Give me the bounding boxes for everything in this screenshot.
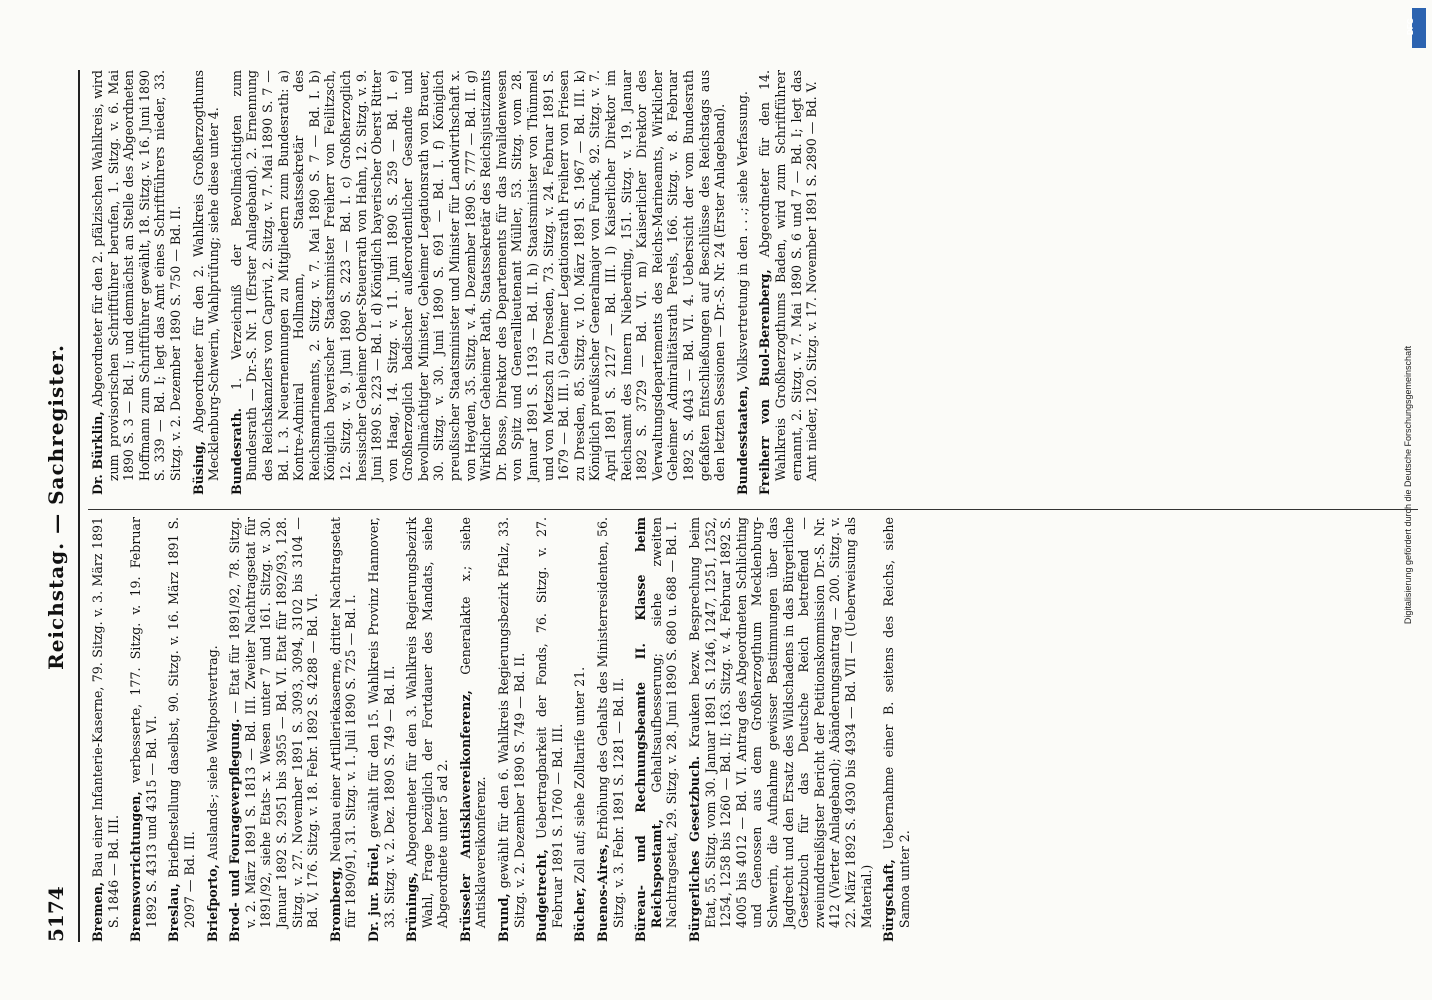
register-entry — [458, 517, 489, 942]
entry-text: Krauken bezw. Besprechung beim Etat, 55. Sitzg. vom 30. Januar 1891 S. 1246, 1247, 1251, 1252, 1254, 1258 bis 1260 — Bd. II; 163. Sitzg. v. 4. Februar 1892 S. 4005 bis 4012 — Bd. VI. Antrag des Abgeordneten Schlichting und Genossen aus dem Großherzogthum Mecklenburg-Schwerin, die Aufnahme gewisser Bestimmungen über das Jagdrecht und den Ersatz des Wildschadens in das Bürgerliche Gesetzbuch für das Deutsche Reich betreffend — zweiunddreißigster Bericht der Petitionskommission Dr.-S. Nr. 412 (Vierter Anlageband); Abänderungsantrag — 200. Sitzg. v. 22. März 1892 S. 4930 bis 4934 — Bd. VII — (Ueberweisung als Material.) — [687, 517, 874, 929]
entry-text: verbesserte, 177. Sitzg. v. 19. Februar 1892 S. 4313 und 4315 — Bd. VI. — [128, 517, 159, 929]
register-entry — [881, 517, 912, 942]
entry-text: Generalakte x.; siehe Antisklavereikonferenz. — [457, 517, 489, 929]
entry-text: Abgeordneter für den 3. Wahlkreis Regierungsbezirk Wahl, Frage bezüglich der Fortdauer des Mandats, siehe Abgeordnete unter 5 ad 2. — [404, 517, 451, 929]
running-title: Reichstag. — Sachregister. — [44, 344, 68, 670]
entry-heading: Brod- und Fourageverpflegung. — [227, 718, 243, 942]
header-rule — [78, 70, 80, 942]
left-column — [90, 517, 1420, 942]
entry-text: Briefbestellung daselbst, 90. Sitzg. v. 16. März 1891 S. 2097 — Bd. III. — [166, 517, 197, 929]
register-entry — [166, 517, 197, 942]
entry-text: Abgeordneter für den 14. Wahlkreis Großherzogthums Baden, wird zum Schriftführer ernannt, 2. Sitzg. v. 7. Mai 1890 S. 6 und 7 — Bd. I; legt das Amt nieder, 120. Sitzg. v. 17. November 1891 S. 2890 — Bd. V. — [757, 70, 820, 482]
register-entry — [404, 517, 451, 942]
entry-heading: Dr. Bürklin, — [90, 411, 105, 495]
entry-heading: Bremsvorrichtungen, — [128, 791, 144, 942]
entry-text: Abgeordneter für den 2. Wahlkreis Großherzogthums Mecklenburg-Schwerin, Wahlprüfung; siehe diese unter 4. — [190, 70, 222, 482]
entry-heading: Bundesrath. — [228, 407, 244, 495]
entry-heading: Büsing, — [190, 440, 206, 495]
entry-text: — Etat für 1891/92, 78. Sitzg. v. 2. März 1891 S. 1813 — Bd. III. Zweiter Nachtragsetat für 1891/92, siehe Etats- x. Wesen unter 7 und 161. Sitzg. v. 30. Januar 1892 S. 2951 bis 3955 — Bd. VI. Etat für 1892/93, 128. Sitzg. v. 27. November 1891 S. 3093, 3094, 3102 bis 3104 — Bd. V, 176. Sitzg. v. 18. Febr. 1892 S. 4288 — Bd. VI. — [227, 517, 321, 929]
page-number: 5174 — [44, 886, 68, 942]
register-entry — [191, 70, 222, 495]
entry-heading: Bücher, — [572, 887, 588, 942]
register-entry — [205, 517, 221, 942]
entry-text: Zoll auf; siehe Zolltarife unter 21. — [572, 666, 588, 884]
entry-text: Uebertragbarkeit der Fonds, 76. Sitzg. v. 27. Februar 1891 S. 1760 — Bd. III. — [534, 517, 565, 929]
register-entry — [534, 517, 565, 942]
entry-text: Gehaltsaufbesserung; siehe zweiten Nachtragsetat, 29. Sitzg. v. 28. Juni 1890 S. 680 u. 688 — Bd. I. — [648, 517, 680, 929]
entry-heading: Briefporto, — [204, 864, 220, 942]
entry-text: gewählt für den 6. Wahlkreis Regierungsbezirk Pfalz, 33. Sitzg. v. 2. Dezember 1890 S. 749 — Bd. II. — [496, 517, 527, 929]
entry-text: Auslands-; siehe Weltpostvertrag. — [204, 645, 220, 861]
column-divider — [88, 509, 1418, 510]
entry-heading: Freiherr von Buol-Berenberg, — [757, 269, 773, 495]
entry-text: Uebernahme einer B. seitens des Reichs, siehe Samoa unter 2. — [881, 517, 912, 929]
register-entry — [735, 70, 751, 495]
entry-heading: Bürgerliches Gesetzbuch. — [687, 755, 702, 942]
dfg-logo-text: DFG — [1405, 18, 1415, 35]
page-header — [44, 72, 74, 942]
register-entry — [128, 517, 159, 942]
entry-heading: Bundesstaaten, — [734, 385, 750, 495]
entry-heading: Bremen, — [90, 881, 105, 942]
entry-heading: Bromberg, — [327, 866, 343, 942]
right-column — [90, 70, 1420, 495]
entry-heading: Buenos-Aires, — [595, 843, 611, 942]
register-entry — [328, 517, 359, 942]
entry-text: Erhöhung des Gehalts des Ministerresidenten, 56. Sitzg. v. 3. Febr. 1891 S. 1281 — Bd. II. — [595, 517, 626, 929]
register-entry — [90, 70, 184, 495]
register-entry — [687, 517, 874, 942]
entry-text: Abgeordneter für den 2. pfälzischen Wahlkreis, wird zum provisorischen Schriftführer berufen, 1. Sitzg. v. 6. Mai 1890 S. 3 — Bd. I; und demnächst an Stelle des Abgeordneten Hoffmann zum Schriftführer gewählt, 18. Sitzg. v. 16. Juni 1890 S. 339 — Bd. I; legt das Amt eines Schriftführers nieder, 33. Sitzg. v. 2. Dezember 1890 S. 750 — Bd. II. — [90, 70, 183, 482]
register-entry — [366, 517, 397, 942]
register-entry — [572, 517, 588, 942]
register-entry — [229, 70, 728, 495]
entry-text: gewählt für den 15. Wahlkreis Provinz Hannover, 33. Sitzg. v. 2. Dez. 1890 S. 749 — Bd. II. — [365, 517, 397, 929]
entry-heading: Brüsseler Antisklavereikonferenz, — [457, 690, 473, 942]
entry-heading: Breslau, — [166, 883, 182, 942]
entry-text: Volksvertretung in den . . .; siehe Verfassung. — [734, 91, 750, 382]
register-entry — [633, 517, 680, 942]
register-entry — [595, 517, 626, 942]
entry-heading: Brünings, — [404, 872, 420, 942]
entry-heading: Budgetrecht, — [534, 849, 550, 942]
digitization-note — [1398, 0, 1414, 1000]
register-entry — [757, 70, 819, 495]
entry-text: Neubau einer Artilleriekaserne, dritter Nachtragsetat für 1890/91, 31. Sitzg. v. 1. Juli 1890 S. 725 — Bd. I. — [327, 517, 359, 929]
entry-text: Bau einer Infanterie-Kaserne, 79. Sitzg. v. 3. März 1891 S. 1846 — Bd. III. — [90, 517, 121, 929]
entry-text: 1. Verzeichniß der Bevollmächtigten zum Bundesrath — Dr.-S. Nr. 1 (Erster Anlageband). 2. Ernennung des Reichskanzlers von Caprivi, 2. Sitzg. v. 7. Mai 1890 S. 7 — Bd. I. 3. Neuernennungen zu Mitgliedern zum Bundesrath: a) Kontre-Admiral Hollmann, Staatssekretär des Reichsmarineamts, 2. Sitzg. v. 7. Mai 1890 S. 7 — Bd. I. b) Königlich bayerischer Staatsminister Freiherr von Feilitzsch, 12. Sitzg. v. 9. Juni 1890 S. 223 — Bd. I. c) Großherzoglich hessischer Geheimer Ober-Steuerrath von Hahn, 12. Sitzg. v. 9. Juni 1890 S. 223 — Bd. I. d) Königlich bayerischer Oberst Ritter von Haag, 14. Sitzg. v. 11. Juni 1890 S. 259 — Bd. I. e) Großherzoglich badischer außerordentlicher Gesandte und bevollmächtigter Minister, Geheimer Legationsrath von Brauer, 30. Sitzg. v. 30. Juni 1890 S. 691 — Bd. I. f) Königlich preußischer Staatsminister und Minister für Landwirthschaft x. von Heyden, 35. Sitzg. v. 4. Dezember 1890 S. 777 — Bd. II. g) Wirklicher Geheimer Rath, Staatssekretär des Reichsjustizamts Dr. Bosse, Direktor des Departements für das Invalidenwesen von Spitz und Generallieutenant Müller, 53. Sitzg. vom 28. Januar 1891 S. 1193 — Bd. II. h) Staatsminister von Thümmel und von Metzsch zu Dresden, 73. Sitzg. v. 24. Februar 1891 S. 1679 — Bd. III. i) Geheimer Legationsrath Freiherr von Friesen zu Dresden, 85. Sitzg. v. 10. März 1891 S. 1967 — Bd. III. k) Königlich preußischer Generalmajor von Funck, 92. Sitzg. v. 7. April 1891 S. 2127 — Bd. III. l) Kaiserlicher Direktor im Reichsamt des Innern Nieberding, 151. Sitzg. v. 19. Januar 1892 S. 3729 — Bd. VI. m) Kaiserlicher Direktor des Verwaltungsdepartements des Reichs-Marineamts, Wirklicher Geheimer Admiralitätsrath Perels, 166. Sitzg. v. 8. Februar 1892 S. 4043 — Bd. VI. 4. Uebersicht der vom Bundesrath gefaßten Entschließungen auf Beschlüsse des Reichstags aus den letzten Sessionen — Dr.-S. Nr. 24 (Erster Anlageband). — [228, 70, 728, 482]
entry-heading: Brund, — [496, 893, 512, 942]
register-entry — [90, 517, 121, 942]
digitization-note-text: Digitalisierung gefördert durch die Deutsche Forschungsgemeinschaft — [1403, 345, 1413, 625]
dfg-logo — [1405, 8, 1426, 48]
entry-heading: Büreau- und Rechnungsbeamte II. Klasse beim Reichspostamt, — [633, 517, 664, 942]
register-entry — [227, 517, 321, 942]
register-entry — [496, 517, 527, 942]
entry-heading: Bürgschaft, — [881, 859, 897, 942]
entry-heading: Dr. jur. Brüel, — [365, 842, 381, 942]
